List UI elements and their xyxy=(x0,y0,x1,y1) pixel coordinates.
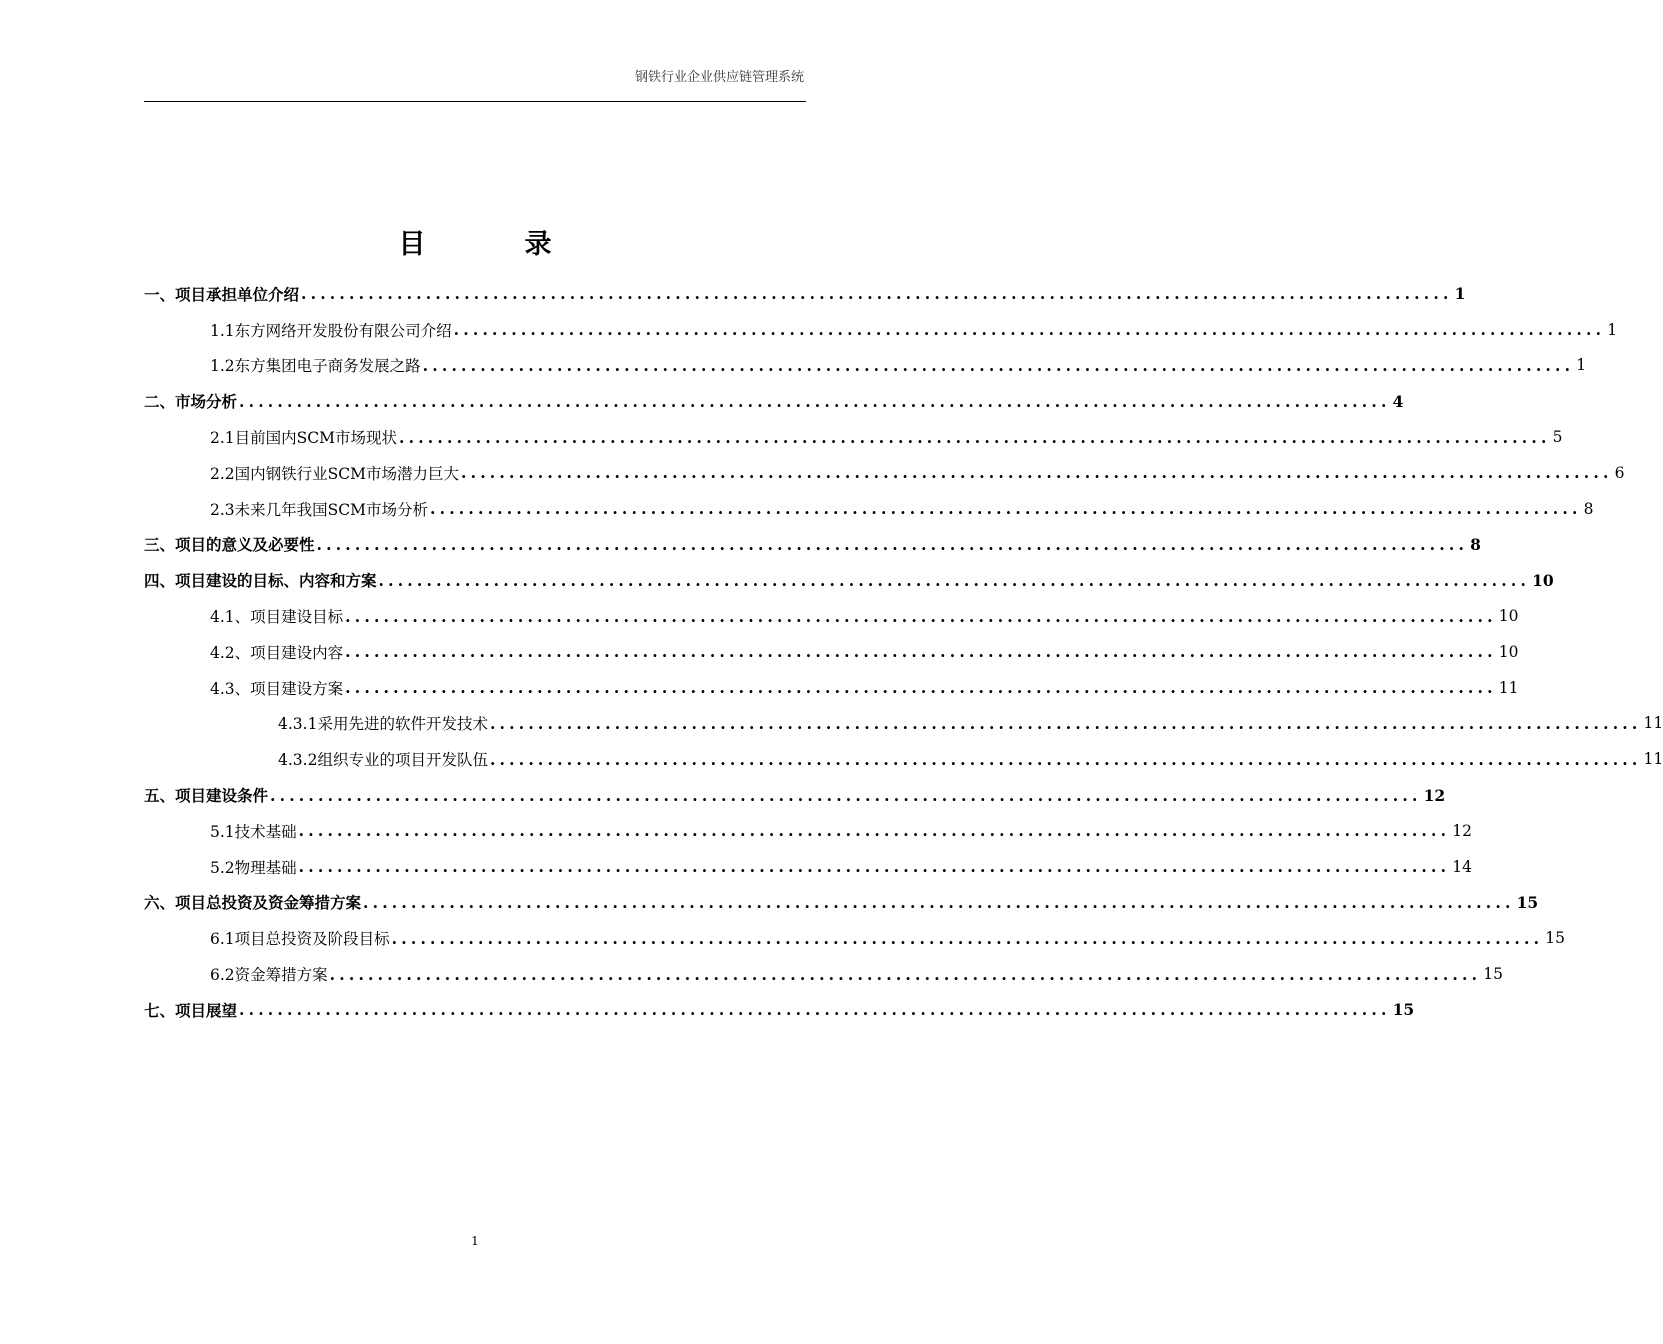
toc-entry-label: 1.2东方集团电子商务发展之路 xyxy=(210,357,421,376)
toc-entry-page: 12 xyxy=(1452,821,1472,840)
toc-entry-page: 8 xyxy=(1583,499,1594,518)
toc-entry-page: 1 xyxy=(1576,356,1587,375)
toc-entry[interactable] xyxy=(144,455,1625,491)
toc-entry-page: 6 xyxy=(1614,463,1625,482)
toc-entry[interactable] xyxy=(144,348,1587,384)
toc-entry-label: 五、项目建设条件 xyxy=(144,786,269,806)
toc-leader-dots: ........................................................................................................................ xyxy=(298,857,1451,877)
toc-entry-label: 七、项目展望 xyxy=(144,1000,238,1020)
toc-entry-page: 10 xyxy=(1498,607,1519,626)
toc-entry-label: 2.1目前国内SCM市场现状 xyxy=(210,429,397,448)
toc-entry-page: 11 xyxy=(1643,714,1663,733)
toc-entry[interactable] xyxy=(144,598,1519,634)
header-rule xyxy=(144,101,806,102)
toc-entry-page: 1 xyxy=(1454,284,1466,304)
toc-leader-dots: ........................................................................................................................ xyxy=(345,678,1497,698)
toc-leader-dots: ........................................................................................................................ xyxy=(378,570,1531,590)
toc-leader-dots: ........................................................................................................................ xyxy=(489,713,1642,733)
toc-entry[interactable] xyxy=(144,885,1539,921)
toc-entry[interactable] xyxy=(144,562,1554,598)
toc-entry[interactable] xyxy=(144,813,1472,849)
toc-entry[interactable] xyxy=(144,634,1519,670)
toc-entry-label: 一、项目承担单位介绍 xyxy=(144,284,300,304)
toc-entry-page: 14 xyxy=(1452,857,1472,876)
toc-entry-page: 10 xyxy=(1532,570,1554,590)
toc-title: 目 录 xyxy=(398,229,588,260)
toc-leader-dots: ........................................................................................................................ xyxy=(239,1000,1391,1020)
toc-entry-label: 1.1东方网络开发股份有限公司介绍 xyxy=(210,321,452,340)
toc-leader-dots: ........................................................................................................................ xyxy=(391,928,1544,948)
toc-leader-dots: ........................................................................................................................ xyxy=(345,606,1497,626)
toc-entry-page: 8 xyxy=(1470,534,1481,554)
toc-entry[interactable] xyxy=(144,419,1563,455)
toc-entry-page: 12 xyxy=(1423,785,1446,805)
toc-entry-label: 4.1、项目建设目标 xyxy=(210,608,344,627)
toc-entry-page: 15 xyxy=(1483,965,1503,984)
toc-entry-label: 2.2国内钢铁行业SCM市场潜力巨大 xyxy=(210,464,459,483)
toc-entry[interactable] xyxy=(144,491,1594,527)
toc-leader-dots: ........................................................................................................................ xyxy=(422,355,1575,375)
toc-leader-dots: ........................................................................................................................ xyxy=(363,892,1515,912)
toc-entry[interactable] xyxy=(144,670,1519,706)
toc-leader-dots: ........................................................................................................................ xyxy=(298,821,1451,841)
toc-entry-page: 15 xyxy=(1516,892,1539,912)
toc-entry-label: 4.3、项目建设方案 xyxy=(210,679,344,698)
toc-entry-label: 6.1项目总投资及阶段目标 xyxy=(210,930,390,949)
toc-entry[interactable] xyxy=(144,383,1404,419)
toc-leader-dots: ........................................................................................................................ xyxy=(239,391,1391,411)
toc-entry-label: 5.1技术基础 xyxy=(210,822,297,841)
toc-entry-label: 四、项目建设的目标、内容和方案 xyxy=(144,571,377,591)
toc-entry-page: 10 xyxy=(1498,642,1519,661)
toc-entry[interactable] xyxy=(144,956,1503,992)
toc-entry[interactable] xyxy=(144,849,1472,885)
toc-entry-label: 二、市场分析 xyxy=(144,392,238,412)
toc-entry-label: 5.2物理基础 xyxy=(210,858,297,877)
toc-entry[interactable] xyxy=(144,741,1663,777)
running-header: 钢铁行业企业供应链管理系统 xyxy=(634,70,804,85)
toc-leader-dots: ........................................................................................................................ xyxy=(489,749,1642,769)
footer-page-number: 1 xyxy=(471,1234,479,1248)
toc-entry-label: 4.3.2组织专业的项目开发队伍 xyxy=(278,751,488,770)
toc-entry-label: 六、项目总投资及资金筹措方案 xyxy=(144,893,362,913)
toc-entry-label: 三、项目的意义及必要性 xyxy=(144,535,315,555)
toc-entry-label: 6.2资金筹措方案 xyxy=(210,966,328,985)
toc-entry-page: 11 xyxy=(1498,678,1519,697)
toc-entry-page: 11 xyxy=(1643,750,1663,769)
toc-leader-dots: ........................................................................................................................ xyxy=(345,642,1497,662)
toc-entry[interactable] xyxy=(144,777,1446,813)
toc-entry[interactable] xyxy=(144,992,1415,1028)
toc-entry-label: 4.2、项目建设内容 xyxy=(210,643,344,662)
table-of-contents xyxy=(144,276,1663,1028)
toc-entry-page: 1 xyxy=(1607,320,1618,339)
toc-entry[interactable] xyxy=(144,276,1466,312)
toc-entry[interactable] xyxy=(144,920,1565,956)
toc-entry-label: 2.3未来几年我国SCM市场分析 xyxy=(210,500,428,519)
toc-entry-page: 5 xyxy=(1552,428,1563,447)
toc-leader-dots: ........................................................................................................................ xyxy=(301,284,1453,304)
toc-leader-dots: ........................................................................................................................ xyxy=(461,463,1613,483)
toc-entry-page: 15 xyxy=(1545,929,1565,948)
toc-leader-dots: ........................................................................................................................ xyxy=(399,427,1551,447)
toc-leader-dots: ........................................................................................................................ xyxy=(430,499,1582,519)
toc-leader-dots: ........................................................................................................................ xyxy=(453,320,1606,340)
toc-leader-dots: ........................................................................................................................ xyxy=(270,785,1422,805)
toc-entry-page: 4 xyxy=(1392,391,1404,411)
toc-entry[interactable] xyxy=(144,706,1663,742)
toc-entry[interactable] xyxy=(144,527,1481,563)
toc-leader-dots: ........................................................................................................................ xyxy=(329,964,1482,984)
toc-entry-label: 4.3.1采用先进的软件开发技术 xyxy=(278,715,488,734)
toc-entry-page: 15 xyxy=(1392,1000,1415,1020)
toc-entry[interactable] xyxy=(144,312,1618,348)
toc-leader-dots: ........................................................................................................................ xyxy=(316,534,1469,554)
